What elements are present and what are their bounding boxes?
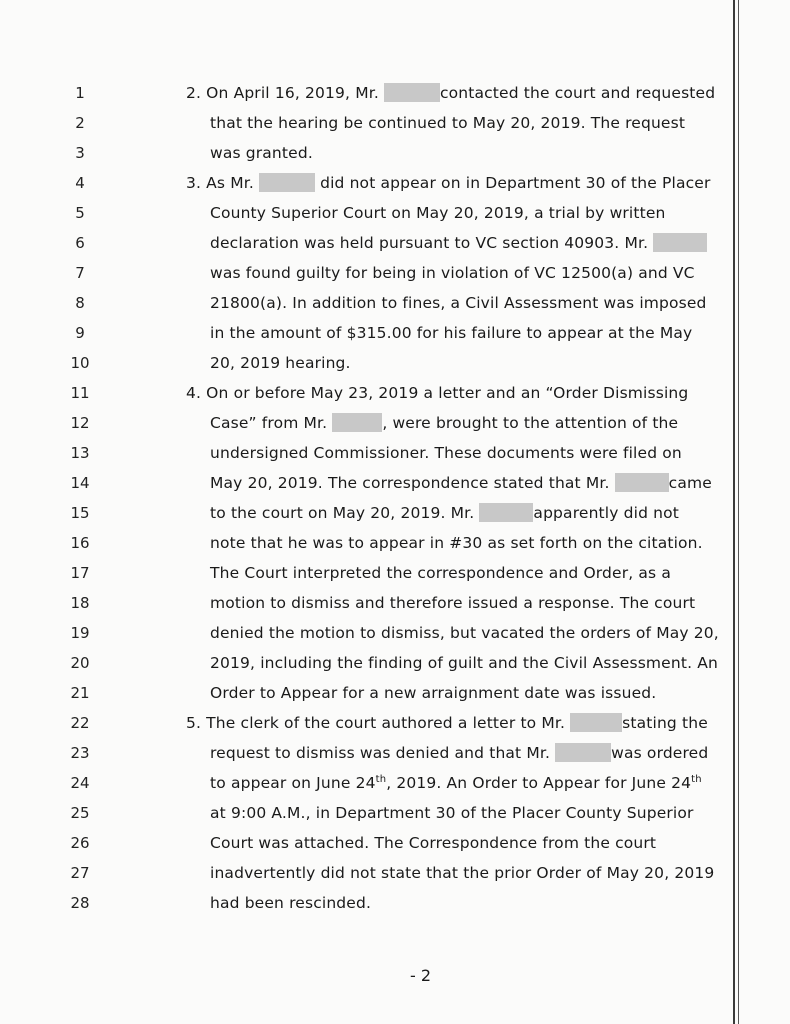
line-text: to the court on May 20, 2019. Mr.: [210, 504, 480, 522]
right-margin-rule-secondary: [738, 0, 739, 1024]
line-number: 21: [70, 684, 90, 702]
line-number: 27: [70, 864, 90, 882]
text-line: note that he was to appear in #30 as set forth on the citation.: [210, 534, 703, 552]
text-line: [186, 768, 738, 798]
text-line: [186, 78, 738, 108]
line-text: contacted the court and requested: [439, 84, 716, 102]
line-number: 17: [70, 564, 90, 582]
line-number: 8: [75, 294, 85, 312]
line-text: , were brought to the attention of the: [382, 414, 679, 432]
line-text: was ordered: [611, 744, 709, 762]
line-text: 5. The clerk of the court authored a letter to Mr.: [186, 714, 571, 732]
line-number: 2: [75, 114, 85, 132]
page-number: - 2: [410, 966, 432, 985]
superscript: th: [375, 773, 387, 785]
redaction-box: [479, 503, 533, 522]
line-text: , 2019. An Order to Appear for June 24: [386, 774, 692, 792]
line-number: 4: [75, 174, 85, 192]
redaction-box: [653, 233, 707, 252]
redaction-box: [615, 473, 669, 492]
text-line: [186, 468, 738, 498]
text-line: [186, 168, 738, 198]
text-line: [186, 708, 738, 738]
text-line: [186, 408, 738, 438]
line-text: 3. As Mr.: [186, 174, 259, 192]
text-line: County Superior Court on May 20, 2019, a trial by written: [210, 204, 666, 222]
redaction-box: [332, 413, 382, 432]
text-line: was granted.: [210, 144, 313, 162]
line-number: 12: [70, 414, 90, 432]
line-number: 5: [75, 204, 85, 222]
superscript: th: [691, 773, 702, 785]
text-line: at 9:00 A.M., in Department 30 of the Placer County Superior: [210, 804, 694, 822]
line-number: 11: [70, 384, 90, 402]
line-text: stating the: [622, 714, 708, 732]
line-number: 25: [70, 804, 90, 822]
line-number: 28: [70, 894, 90, 912]
line-number: 3: [75, 144, 85, 162]
text-line: denied the motion to dismiss, but vacated the orders of May 20,: [210, 624, 719, 642]
line-text: request to dismiss was denied and that Mr.: [210, 744, 556, 762]
line-number: 22: [70, 714, 90, 732]
line-number: 19: [70, 624, 90, 642]
text-line: [186, 228, 738, 258]
line-number: 13: [70, 444, 90, 462]
line-text: came: [668, 474, 712, 492]
pleading-body: [186, 78, 738, 918]
text-line: motion to dismiss and therefore issued a response. The court: [210, 594, 696, 612]
line-number: 18: [70, 594, 90, 612]
line-text: apparently did not: [533, 504, 679, 522]
line-number: 26: [70, 834, 90, 852]
line-number: 14: [70, 474, 90, 492]
text-line: [186, 498, 738, 528]
text-line: The Court interpreted the correspondence and Order, as a: [210, 564, 671, 582]
text-line: 20, 2019 hearing.: [210, 354, 351, 372]
line-text: 2. On April 16, 2019, Mr.: [186, 84, 384, 102]
text-line: in the amount of $315.00 for his failure to appear at the May: [210, 324, 693, 342]
text-line: 21800(a). In addition to fines, a Civil Assessment was imposed: [210, 294, 707, 312]
text-line: was found guilty for being in violation of VC 12500(a) and VC: [210, 264, 695, 282]
line-text: did not appear on in Department 30 of the Placer: [315, 174, 711, 192]
redaction-box: [384, 83, 440, 102]
text-line: [186, 738, 738, 768]
text-line: Court was attached. The Correspondence from the court: [210, 834, 657, 852]
line-text: declaration was held pursuant to VC section 40903. Mr.: [210, 234, 654, 252]
line-number: 10: [70, 354, 90, 372]
redaction-box: [570, 713, 622, 732]
line-text: Case” from Mr.: [210, 414, 333, 432]
text-line: undersigned Commissioner. These documents were filed on: [210, 444, 682, 462]
line-text: to appear on June 24: [210, 774, 376, 792]
line-text: May 20, 2019. The correspondence stated that Mr.: [210, 474, 615, 492]
text-line: had been rescinded.: [210, 894, 372, 912]
text-line: that the hearing be continued to May 20, 2019. The request: [210, 114, 686, 132]
text-line: Order to Appear for a new arraignment date was issued.: [210, 684, 657, 702]
line-number: 6: [75, 234, 85, 252]
redaction-box: [555, 743, 611, 762]
line-number: 16: [70, 534, 90, 552]
line-number: 20: [70, 654, 90, 672]
line-number: 7: [75, 264, 85, 282]
line-number: 15: [70, 504, 90, 522]
line-number: 9: [75, 324, 85, 342]
text-line: inadvertently did not state that the prior Order of May 20, 2019: [210, 864, 715, 882]
line-number: 23: [70, 744, 90, 762]
text-line: 2019, including the finding of guilt and the Civil Assessment. An: [210, 654, 718, 672]
redaction-box: [259, 173, 315, 192]
line-number-column: [60, 78, 100, 918]
text-line: 4. On or before May 23, 2019 a letter and an “Order Dismissing: [186, 384, 689, 402]
line-number: 24: [70, 774, 90, 792]
line-number: 1: [75, 84, 85, 102]
